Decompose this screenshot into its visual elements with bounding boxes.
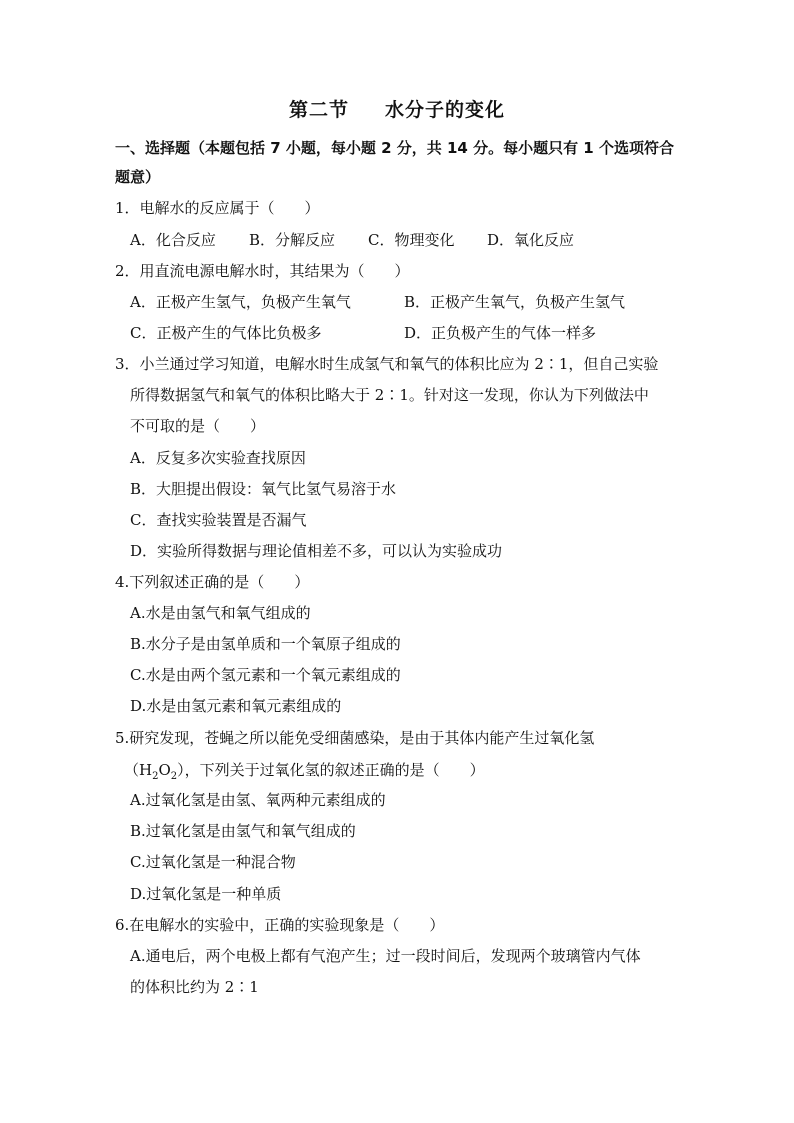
question-2-option-a: A．正极产生氢气，负极产生氧气 — [130, 293, 351, 311]
question-5-stem-line-2 — [124, 760, 485, 780]
question-2-options-row-2 — [130, 323, 596, 343]
question-4-option-b: B.水分子是由氢单质和一个氧原子组成的 — [130, 635, 401, 653]
page-title — [0, 95, 794, 122]
question-3-option-d: D．实验所得数据与理论值相差不多，可以认为实验成功 — [130, 542, 503, 560]
question-2-option-d: D．正负极产生的气体一样多 — [404, 324, 597, 342]
question-5-option-c: C.过氧化氢是一种混合物 — [130, 853, 296, 871]
question-2-option-b: B．正极产生氧气，负极产生氢气 — [404, 293, 626, 311]
question-1-stem: 1．电解水的反应属于（ ） — [115, 199, 320, 217]
question-1-option-a: A．化合反应 — [130, 231, 216, 249]
question-5-option-b: B.过氧化氢是由氢气和氧气组成的 — [130, 822, 356, 840]
question-6-stem: 6.在电解水的实验中，正确的实验现象是（ ） — [115, 916, 445, 934]
chemical-formula-h2o2: $(H_2O_2)$ — [124, 761, 185, 782]
question-2-option-c: C．正极产生的气体比负极多 — [130, 324, 322, 342]
question-3-stem-line-2: 所得数据氢气和氧气的体积比略大于 2∶1。针对这一发现，你认为下列做法中 — [130, 386, 649, 404]
question-1-option-d: D．氧化反应 — [487, 231, 575, 249]
question-3-stem-line-1: 3．小兰通过学习知道，电解水时生成氢气和氧气的体积比应为 2∶1，但自己实验 — [115, 355, 659, 373]
section-heading-line-1: 一、选择题（本题包括 7 小题，每小题 2 分，共 14 分。每小题只有 1 个选项符合 — [115, 139, 674, 157]
question-3-option-c: C．查找实验装置是否漏气 — [130, 511, 307, 529]
question-4-option-d: D.水是由氢元素和氧元素组成的 — [130, 697, 342, 715]
question-1-option-c: C．物理变化 — [368, 231, 455, 249]
question-3-option-b: B．大胆提出假设：氧气比氢气易溶于水 — [130, 480, 397, 498]
question-2-options-row-1 — [130, 292, 625, 312]
question-5-stem-line-1: 5.研究发现，苍蝇之所以能免受细菌感染，是由于其体内能产生过氧化氢 — [115, 729, 595, 747]
question-4-option-c: C.水是由两个氢元素和一个氧元素组成的 — [130, 666, 401, 684]
question-4-stem: 4.下列叙述正确的是（ ） — [115, 573, 310, 591]
question-1-option-b: B．分解反应 — [249, 231, 336, 249]
question-5-stem-continuation: ，下列关于过氧化氢的叙述正确的是（ ） — [184, 761, 485, 779]
section-heading-line-2: 题意） — [115, 168, 161, 186]
question-1-options — [130, 230, 574, 250]
question-6-option-a-line-2: 的体积比约为 2∶1 — [130, 978, 259, 996]
title-topic: 水分子的变化 — [385, 99, 506, 121]
question-4-option-a: A.水是由氢气和氧气组成的 — [130, 604, 311, 622]
question-3-option-a: A．反复多次实验查找原因 — [130, 449, 306, 467]
question-5-option-d: D.过氧化氢是一种单质 — [130, 885, 282, 903]
question-2-stem: 2．用直流电源电解水时，其结果为（ ） — [115, 262, 410, 280]
question-3-stem-line-3: 不可取的是（ ） — [130, 417, 266, 435]
question-6-option-a-line-1: A.通电后，两个电极上都有气泡产生；过一段时间后，发现两个玻璃管内气体 — [130, 947, 641, 965]
title-section-number: 第二节 — [288, 99, 349, 121]
question-5-option-a: A.过氧化氢是由氢、氧两种元素组成的 — [130, 791, 386, 809]
